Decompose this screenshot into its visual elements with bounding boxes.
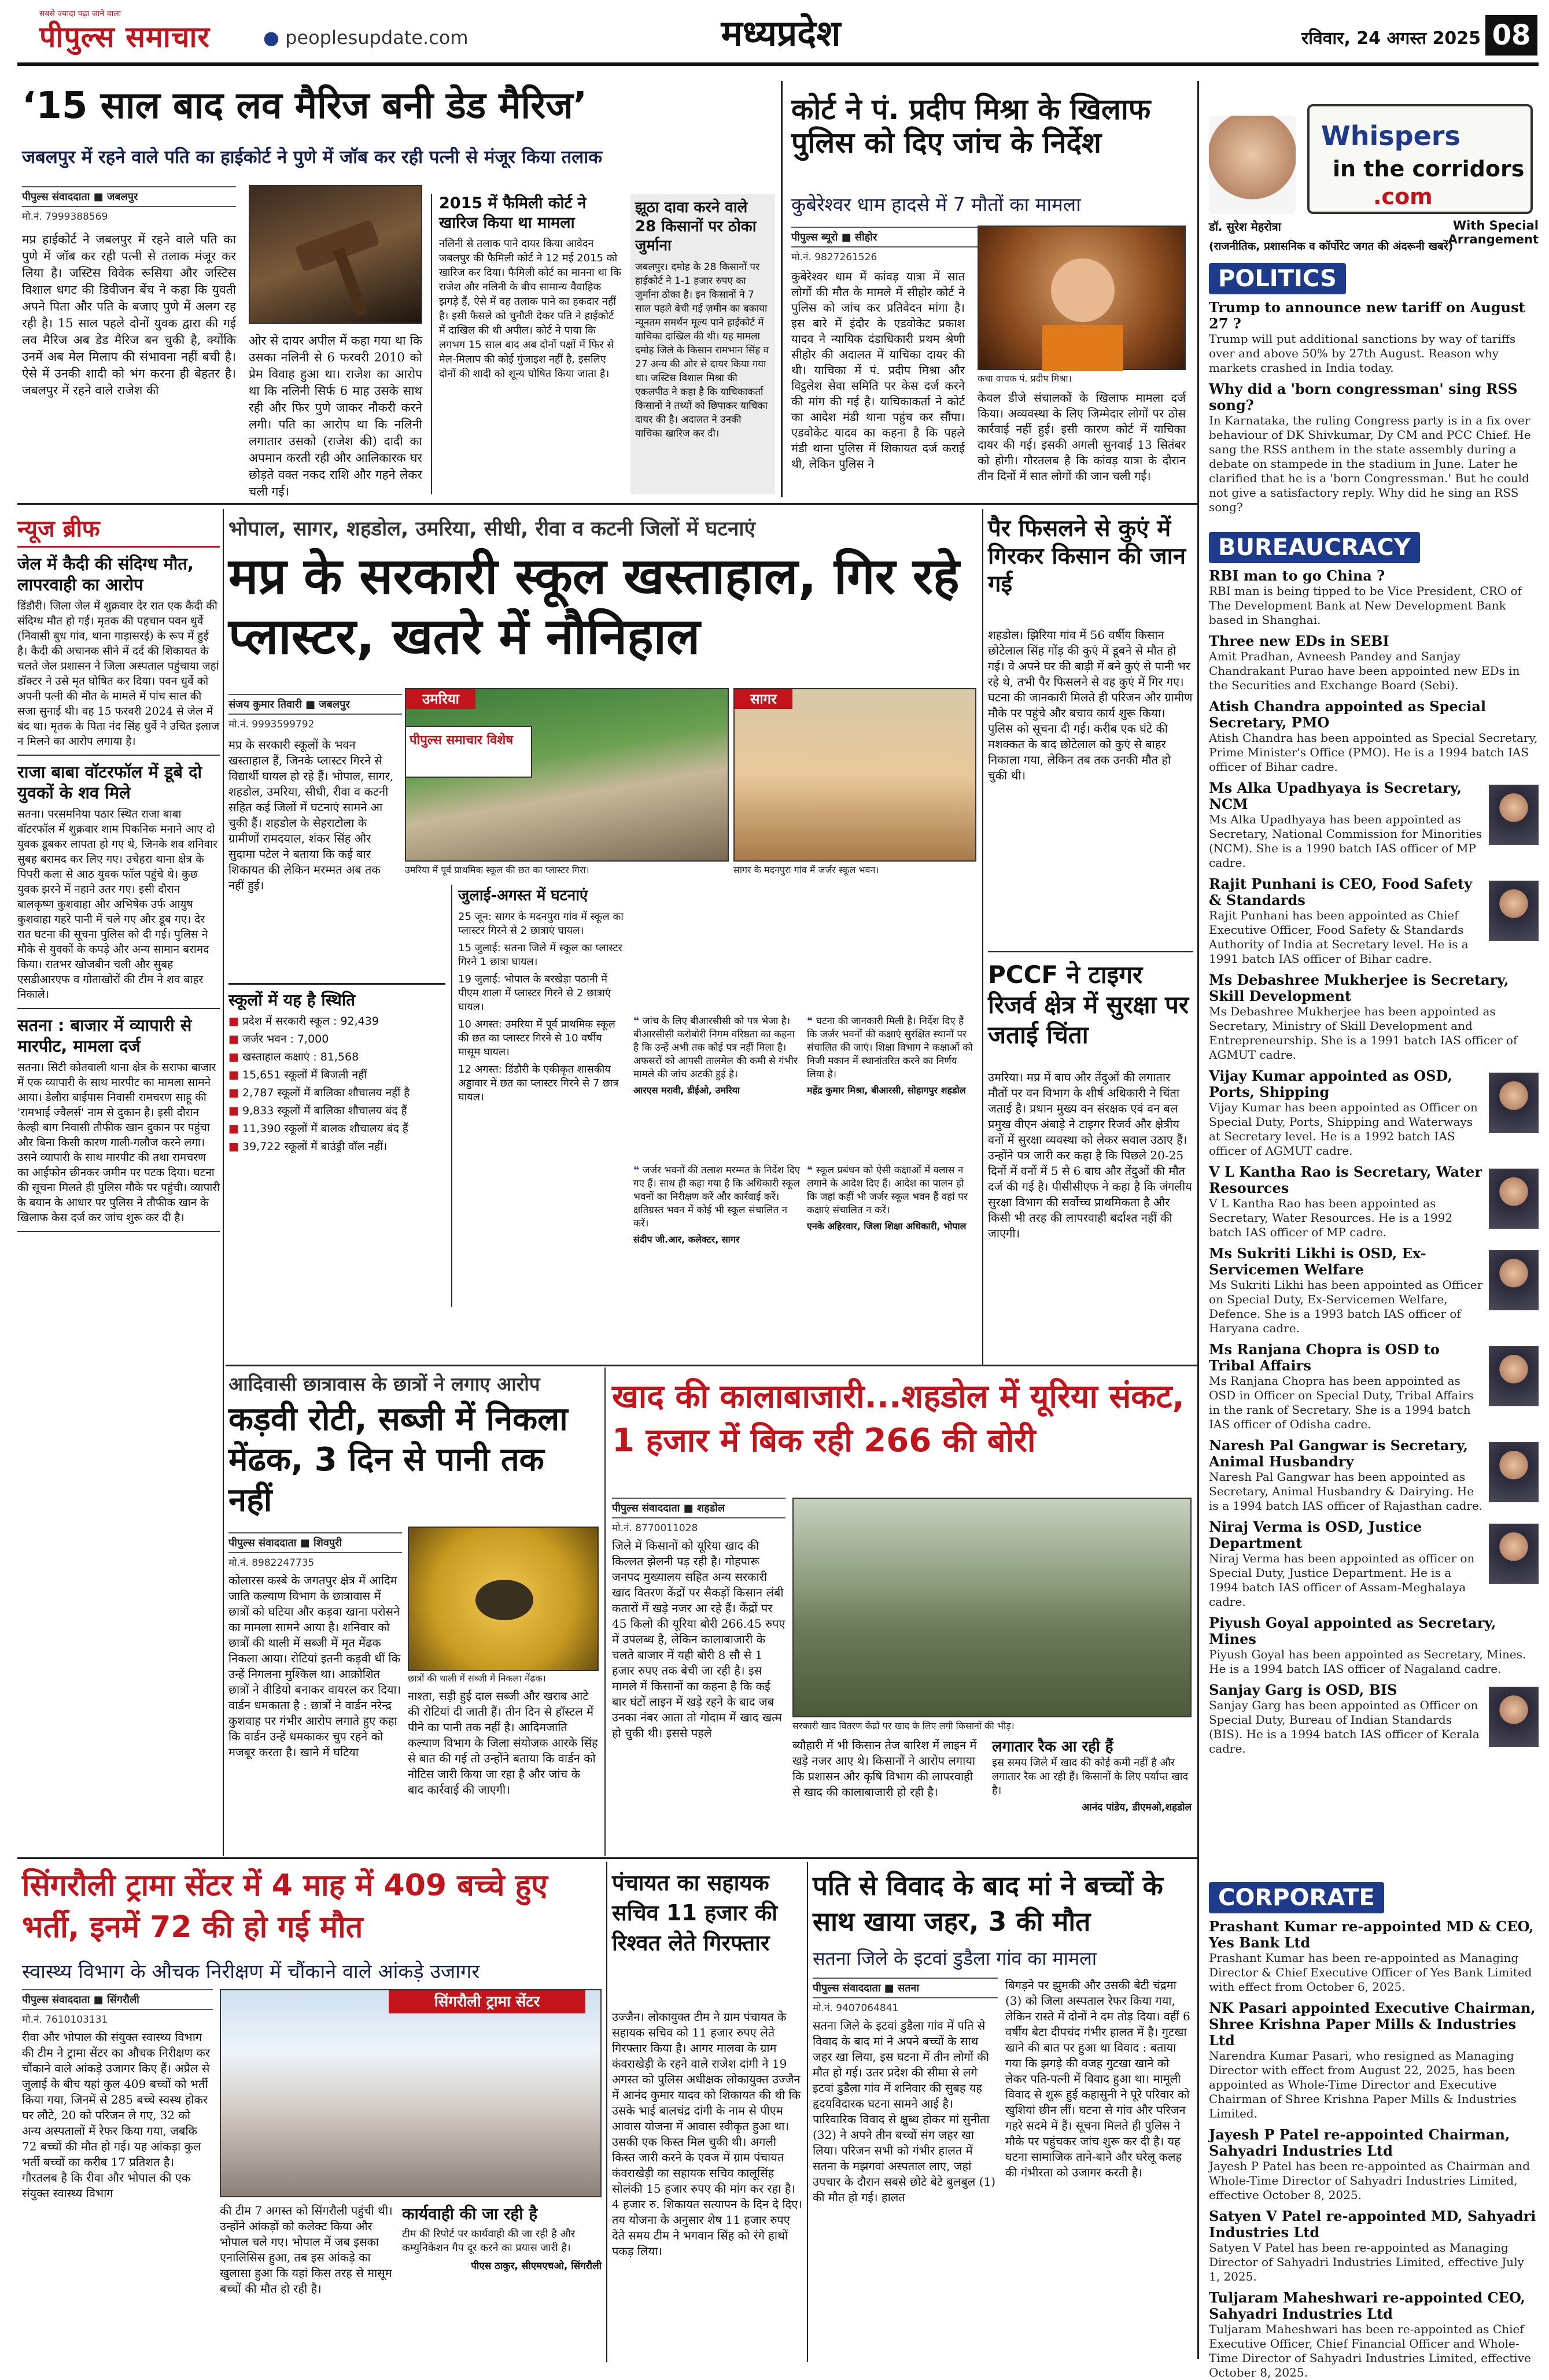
bureaucracy-item — [1209, 972, 1539, 1062]
bureaucracy-photo — [1489, 1073, 1539, 1133]
quote-text — [633, 1164, 801, 1230]
brief-title: जेल में कैदी की संदिग्ध मौत, लापरवाही का आरोप — [17, 554, 194, 594]
corporate-item — [1209, 2208, 1539, 2284]
politics-item — [1209, 300, 1539, 375]
frog-photo — [408, 1527, 599, 1671]
brief-item — [17, 756, 220, 1009]
logo-line2: in the corridors — [1333, 156, 1525, 182]
politics-label: POLITICS — [1209, 263, 1346, 294]
schools-body: मप्र के सरकारी स्कूलों के भवन खस्ताहाल हैं, जिनके प्लास्टर गिरने से विद्यार्थी घायल हो रहे हैं। भोपाल, सागर, शहडोल, उमरिया, सीधी, रीवा व कटनी सहित कई जिलों में घटनाएं सामने आ चुकी हैं। शहडोल के सेहराटोला के ग्रामीणों रामदयाल, शंकर सिंह और सुदामा पटेल ने बताया कि कई बार शिकायत की लेकिन मरम्मत अब तक नहीं हुई। — [228, 738, 394, 892]
bureaucracy-item — [1209, 1164, 1539, 1240]
bullet-icon: ■ — [228, 1051, 242, 1063]
status-text: 2,787 स्कूलों में बालिका शौचालय नहीं है — [242, 1086, 410, 1099]
hostel-body: कोलारस कस्बे के जगतपुर क्षेत्र में आदिम जाति कल्याण विभाग के छात्रावास में छात्रों को घटिया और कड़वा खाना परोसने का मामला सामने आया है। शनिवार को छात्रों की थाली में सब्जी में मृत मेंढक निकला आया। रोटियां इतनी कड़वी थीं कि उन्हें निगलना मुश्किल था। आक्रोशित छात्रों ने वीडियो बनाकर वायरल कर दिया। वार्डन धमकाता है : छात्रों ने वार्डन नरेन्द्र कुशवाह पर गंभीर आरोप लगाते हुए कहा कि वार्डन उन्हें धमकाकर चुप रहने को मजबूर करता है। खाने में घटिया — [228, 1573, 401, 1759]
schools-mobile: मो.नं. 9993599792 — [228, 719, 315, 730]
corporate-body: Tuljaram Maheshwari has been re-appointed as Chief Executive Officer, Chief Financial Officer and Whole-Time Director of Sahyadri Industries Limited, effective October 8, 2025. — [1209, 2322, 1531, 2379]
trauma-byline: पीपुल्स संवाददाता ■ सिंगरौली — [22, 1989, 213, 2010]
frog-icon — [409, 1528, 600, 1672]
hostel-kicker: आदिवासी छात्रावास के छात्रों ने लगाए आरोप — [228, 1373, 540, 1395]
bureaucracy-title: Niraj Verma is OSD, Justice Department — [1209, 1518, 1422, 1551]
quote-text — [807, 1164, 975, 1217]
globe-icon: ● — [263, 27, 279, 49]
schools-byline: संजय कुमार तिवारी ■ जबलपुर — [228, 694, 402, 715]
status-item — [228, 1032, 445, 1047]
politics-list — [1209, 294, 1539, 531]
politics-banner — [1209, 263, 1539, 292]
bullet-icon: ■ — [228, 1033, 242, 1045]
schools-kicker: भोपाल, सागर, शहडोल, उमरिया, सीधी, रीवा व कटनी जिलों में घटनाएं — [228, 518, 755, 541]
quote-body: घटना की जानकारी मिली है। निर्देश दिए हैं कि जर्जर भवनों की कक्षाएं सुरक्षित स्थानों पर संचालित की जाएं। शिक्षा विभाग ने कक्षाओं को निजी मकान में स्थानांतरित करने का निर्णय लिया है। — [807, 1015, 973, 1080]
brief-body: सतना। परसमनिया पठार स्थित राजा बाबा वॉटरफॉल में शुक्रवार शाम पिकनिक मनाने आए दो युवक डूबकर लापता हो गए थे, जिनके शव शनिवार सुबह बरामद कर लिए गए। उचेहरा थाना क्षेत्र के पिपरी कला से आठ युवक फॉल पहुंचे थे। कुछ युवक झरने में नहाने उतर गए। इसी दौरान बालकृष्ण कुशवाहा और अभिषेक उर्फ आयुष कुशवाहा गहरे पानी में चले गए और डूब गए। देर रात घटना की सूचना पुलिस को दी गई। पुलिस ने मौके से युवकों के कपड़े और अन्य सामान बरामद किया। रातभर खोजबीन चली और सुबह एसडीआरएफ व गोताखोरों की टीम ने शव बाहर निकाले। — [17, 808, 217, 1001]
divorce-body-2: ओर से दायर अपील में कहा गया था कि उसका नलिनी से 6 फरवरी 2010 को प्रेम विवाह हुआ था। राजेश का आरोप था कि नलिनी सिर्फ 6 माह उसके साथ रही और फिर पुणे जाकर नौकरी करने लगी। पति का आरोप था कि नलिनी लगातार उसको (राजेश की) दादी का अपमान करती रही और आलिकारक घर छोड़ते वक्त नकद राशि और गहने लेकर चली गई। — [249, 334, 422, 498]
hostel-byline-block — [228, 1532, 402, 1567]
urea-body-2: ब्यौहारी में भी किसान तेज बारिश में लाइन में खड़े नजर आए थे। किसानों ने आरोप लगाया कि प्रशासन और कृषि विभाग की लापरवाही से खाद की कालाबाजारी हो रही है। — [792, 1738, 977, 1799]
corporate-item — [1209, 1919, 1539, 1994]
quote-icon: ❝ — [633, 1165, 643, 1176]
timeline-item: 19 जुलाई: भोपाल के बरखेड़ा पठानी में पीएम शाला में प्लास्टर गिरने से 2 छात्राएं घायल। — [458, 973, 611, 1013]
hostel-mobile: मो.नं. 8982247735 — [228, 1557, 315, 1569]
mishra-headline: कोर्ट ने पं. प्रदीप मिश्रा के खिलाफ पुलिस को दिए जांच के निर्देश — [791, 93, 1151, 160]
urea-quote-by: आनंद पांडेय, डीएमओ,शहडोल — [1082, 1802, 1192, 1813]
hostel-body-2: नाश्ता, सड़ी हुई दाल सब्जी और खराब आटे की रोटियां दी जाती हैं। तीन दिन से हॉस्टल में पीने का पानी तक नहीं है। आदिमजाति कल्याण विभाग के जिला संयोजक आरके सिंह से बात की गई तो उन्होंने बताया कि वार्डन को नोटिस जारी किया जा रहा है और जांच के बाद कार्रवाई की जाएगी। — [408, 1689, 598, 1797]
hostel-rule — [604, 1368, 606, 1856]
quote-by: एनके अहिरवार, जिला शिक्षा अधिकारी, भोपाल — [807, 1221, 967, 1232]
bribe-rule — [807, 1862, 808, 2362]
bureaucracy-photo — [1489, 1346, 1539, 1406]
trauma-action-box — [402, 2203, 602, 2359]
farmer-body: शहडोल। झिरिया गांव में 56 वर्षीय किसान छोटेलाल सिंह गोंड़ की कुएं में डूबने से मौत हो गई। वे अपने घर की बाड़ी में बने कुएं से पानी भर रहे थे, तभी पैर फिसलने से वह कुएं में गिर गए। घटना की जानकारी मिलते ही परिजन और ग्रामीण मौके पर पहुंचे और बचाव कार्य शुरू किया। पुलिस को सूचना दी गई। करीब एक घंटे की मशक्कत के बाद छोटेलाल को कुएं से बाहर निकाला गया, लेकिन तब तक उनकी मौत हो चुकी थी। — [988, 628, 1193, 782]
sagar-label: सागर — [735, 689, 792, 709]
whispers-column — [1203, 69, 1544, 2379]
farmer-rule — [988, 951, 1193, 952]
mishra-mobile: मो.नं. 9827261526 — [791, 252, 877, 263]
whispers-rule — [1197, 81, 1199, 2359]
bureaucracy-title: RBI man to go China ? — [1209, 567, 1385, 584]
quote-text — [633, 1015, 801, 1081]
brief-title: राजा बाबा वॉटरफॉल में डूबे दो युवकों के शव मिले — [17, 762, 202, 803]
corporate-body: Prashant Kumar has been re-appointed as Managing Director & Chief Executive Officer of Yes Bank Limited with effect from October 6, 2025. — [1209, 1951, 1532, 1994]
status-item — [228, 1103, 445, 1119]
umaria-caption: उमरिया में पूर्व प्राथमिक स्कूल की छत का प्लास्टर गिरा। — [405, 864, 589, 875]
timeline-title: जुलाई-अगस्त में घटनाएं — [458, 887, 588, 904]
quote-text — [807, 1015, 975, 1081]
school-timeline — [451, 885, 625, 1307]
bureaucracy-item — [1209, 780, 1539, 870]
bureaucracy-item — [1209, 1068, 1539, 1158]
tiger-headline: PCCF ने टाइगर रिजर्व क्षेत्र में सुरक्षा पर जताई चिंता — [988, 960, 1189, 1049]
politics-body: Trump will put additional sanctions by way of tariffs over and above 50% by 27th August. Reason why markets crashed in India today. — [1209, 332, 1516, 375]
trauma-mobile: मो.नं. 7610103131 — [22, 2014, 108, 2026]
bureaucracy-title: Atish Chandra appointed as Special Secretary, PMO — [1209, 698, 1486, 731]
bureaucracy-body: V L Kantha Rao has been appointed as Secretary, Water Resources. He is a 1992 batch IAS officer of MP cadre. — [1209, 1196, 1453, 1239]
trauma-body: रीवा और भोपाल की संयुक्त स्वास्थ्य विभाग की टीम ने ट्रामा सेंटर का औचक निरीक्षण कर चौंकाने वाले आंकड़े उजागर किए हैं। अप्रैल से जुलाई के बीच यहां कुल 409 बच्चों को भर्ती किया गया, जिनमें से 285 बच्चे स्वस्थ होकर घर लौटे, 20 को परिजन ले गए, 32 को अन्य अस्पतालों में रेफर किया गया, जबकि 72 बच्चों की मौत हो गई। यह आंकड़ा कुल भर्ती बच्चों का करीब 17 प्रतिशत है। गौरतलब है कि रीवा और भोपाल की एक संयुक्त स्वास्थ्य विभाग — [22, 2030, 210, 2200]
bureaucracy-item — [1209, 1519, 1539, 1609]
bribe-body: उज्जैन। लोकायुक्त टीम ने ग्राम पंचायत के सहायक सचिव को 11 हजार रुपए लेते गिरफ्तार किया है। आगर मालवा के ग्राम कंवराखेड़ी के रहने वाले राजेश दांगी ने 19 अगस्त को पुलिस अधीक्षक लोकायुक्त उज्जैन में आनंद कुमार यादव को शिकायत की थी कि उसके भाई बालचंद्र दांगी के नाम से पीएम आवास योजना में आवास स्वीकृत हुआ था। उसकी एक किस्त मिल चुकी थी। अगली किस्त जारी करने के एवज में ग्राम पंचायत कंवराखेड़ी का सहायक सचिव कालूसिंह सोलंकी 15 हजार रुपए की मांग कर रहा है। 4 हजार रु. शिकायत सत्यापन के दिन दे दिए। तय योजना के अनुसार शेष 11 हजार रुपए देते समय टीम ने भगवान सिंह को रंगे हाथों पकड़ लिया। — [612, 2010, 802, 2258]
corporate-title: Prashant Kumar re-appointed MD & CEO, Yes Bank Ltd — [1209, 1918, 1534, 1951]
divorce-family-court-box — [431, 194, 622, 494]
schools-rule — [982, 509, 983, 1365]
paper-name: पीपुल्स समाचार — [39, 20, 210, 54]
status-item — [228, 1014, 445, 1029]
section-title: मध्यप्रदेश — [721, 12, 841, 54]
brief-body: डिंडौरी। जिला जेल में शुक्रवार देर रात एक कैदी की संदिग्ध मौत हो गई। मृतक की पहचान पवन धुर्वे (निवासी बुध गांव, थाना गाड़ासरई) के रूप में हुई है। कैदी की अचानक सीने में दर्द की शिकायत के चलते जेल प्रशासन ने जिला अस्पताल पहुंचाया जहां डॉक्टर ने उसे मृत घोषित कर दिया। पवन धुर्वे को अपनी पत्नी की मौत के मामले में पांच साल की सजा सुनाई थी। वह 15 फरवरी 2024 से जेल में बंद था। मृतक के पिता नंद सिंह धुर्वे ने उचित इलाज न मिलने का आरोप लगाया है। — [17, 600, 220, 748]
whispers-logo — [1307, 104, 1533, 214]
school-status-title: स्कूलों में यह है स्थिति — [228, 991, 356, 1010]
urea-quote-title: लगातार रैक आ रही हैं — [992, 1738, 1113, 1756]
suicide-byline: पीपुल्स संवाददाता ■ सतना — [813, 1978, 998, 1998]
trauma-box-text: टीम की रिपोर्ट पर कार्यवाही की जा रही है और कम्युनिकेशन गैप दूर करने का प्रयास जारी है। — [402, 2228, 576, 2254]
bureaucracy-title: Three new EDs in SEBI — [1209, 633, 1389, 649]
news-brief — [17, 512, 220, 1856]
quote-card — [633, 1164, 801, 1309]
urea-photo-caption: सरकारी खाद वितरण केंद्रों पर खाद के लिए लगी किसानों की भीड़। — [792, 1720, 1015, 1731]
bureaucracy-body: Ms Debashree Mukherjee has been appointed as Secretary, Ministry of Skill Development and Entrepreneurship. She is a 1991 batch IAS officer of AGMUT cadre. — [1209, 1004, 1518, 1062]
bureaucracy-photo — [1489, 1442, 1539, 1502]
corporate-body: Narendra Kumar Pasari, who resigned as Managing Director with effect from August 22, 2025, has been appointed as Whole-Time Director and Executive Chairman of Shree Krishna Paper Mills & Industries Limited. — [1209, 2049, 1517, 2120]
masthead — [0, 0, 1549, 64]
brief-item — [17, 1009, 220, 1232]
divorce-body: मप्र हाईकोर्ट ने जबलपुर में रहने वाले पति का पुणे में जॉब कर रही पत्नी से तलाक मंजूर कर लिया है। जस्टिस विवेक रूसिया और जस्टिस विशाल धगट की डिवीजन बेंच ने कहा कि युवती अपने पिता और पति के बजाए पुणे में अलग रह रही है। 15 साल पहले दोनों युवक द्वारा की गई लव मैरिज अब डेड मैरिज बन चुकी है, क्योंकि उनमें अब मेल मिलाप की संभावना नहीं बची है। ऐसे में उनकी शादी को भंग करना ही बेहतर है। जबलपुर में रहने वाले राजेश की — [22, 232, 236, 397]
quote-icon: ❝ — [807, 1015, 816, 1027]
mishra-body-2: केवल डीजे संचालकों के खिलाफ मामला दर्ज किया। अव्यवस्था के लिए जिम्मेदार लोगों पर ठोस कार्रवाई नहीं हुई। इसी कारण कोर्ट में याचिका दायर की गई। इसकी अगली सुनवाई 13 सितंबर को होगी। गौरतलब है कि कांवड़ यात्रा के दौरान तीन दिनों में सात लोगों की जान चली गई। — [978, 391, 1186, 483]
bureaucracy-body: Amit Pradhan, Avneesh Pandey and Sanjay Chandrakant Purao have been appointed new EDs in the Securities and Exchange Board (Sebi). — [1209, 649, 1520, 692]
page-number: 08 — [1485, 15, 1537, 56]
corporate-item — [1209, 2290, 1539, 2380]
fine-story — [630, 194, 775, 494]
timeline-item: 25 जून: सागर के मदनपुरा गांव में स्कूल का प्लास्टर गिरने से 2 छात्राएं घायल। — [458, 911, 624, 937]
divorce-box-body: नलिनी से तलाक पाने दायर किया आवेदन जबलपुर की फैमिली कोर्ट ने 12 मई 2015 को खारिज कर दिया। फैमिली कोर्ट का मानना था कि राजेश और नलिनी के बीच सामान्य वैवाहिक झगड़े हैं, ऐसे में वह तलाक पाने का हकदार नहीं है। इसी फैसले को चुनौती देकर पति ने हाईकोर्ट में दाखिल की थी अपील। कोर्ट ने पाया कि लगभग 15 साल बाद अब दोनों पक्षों में फिर से मेल-मिलाप की कोई गुंजाइश नहीं है, इसलिए दोनों की शादी को शून्य घोषित किया जाता है। — [439, 238, 621, 380]
corporate-title: Satyen V Patel re-appointed MD, Sahyadri Industries Ltd — [1209, 2208, 1536, 2241]
brief-rule — [223, 509, 224, 1856]
status-item — [228, 1139, 445, 1155]
bureaucracy-item — [1209, 1615, 1539, 1676]
bureaucracy-title: Ms Ranjana Chopra is OSD to Tribal Affairs — [1209, 1341, 1440, 1374]
whispers-arrangement: With Special Arrangement — [1448, 219, 1539, 246]
bureaucracy-photo — [1489, 1687, 1539, 1747]
logo-line1: Whispers — [1321, 120, 1461, 151]
bureaucracy-item — [1209, 1437, 1539, 1513]
hostel-headline: कड़वी रोटी, सब्जी में निकला मेंढक, 3 दिन से पानी तक नहीं — [228, 1400, 568, 1519]
timeline-item: 15 जुलाई: सतना जिले में स्कूल का प्लास्टर गिरने 1 छात्रा घायल। — [458, 942, 622, 968]
school-quotes — [633, 1015, 980, 1313]
school-status-list — [228, 1014, 445, 1155]
frog-caption: छात्रों की थाली में सब्जी में निकला मेंढक। — [408, 1673, 546, 1684]
whispers-author: डॉ. सुरेश मेहरोत्रा — [1209, 220, 1281, 234]
divorce-headline: ‘15 साल बाद लव मैरिज बनी डेड मैरिज’ — [22, 84, 588, 127]
special-tag — [405, 726, 532, 778]
timeline-item: 12 अगस्त: डिंडौरी के एकीकृत शासकीय अड्डावार में छत का प्लास्टर गिरने से 7 छात्र घायल। — [458, 1063, 619, 1103]
bureaucracy-body: Rajit Punhani has been appointed as Chief Executive Officer, Food Safety & Standards Authority of India at Secretary level. He is a 1991 batch IAS officer of Bihar cadre. — [1209, 908, 1469, 966]
urea-quote-box — [992, 1738, 1192, 1853]
row-rule-3 — [17, 1857, 1197, 1859]
whispers-tagline: (राजनीतिक, प्रशासनिक व कॉर्पोरेट जगत की अंदरूनी खबरें) — [1209, 240, 1454, 253]
col-rule — [781, 81, 783, 497]
status-text: प्रदेश में सरकारी स्कूल : 92,439 — [242, 1015, 379, 1028]
bureaucracy-body: Ms Ranjana Chopra has been appointed as OSD in Officer on Special Duty, Tribal Affairs in the rank of Secretary. She is a 1994 batch IAS officer of Odisha cadre. — [1209, 1374, 1474, 1431]
bureaucracy-banner — [1209, 532, 1539, 561]
news-brief-list — [17, 548, 220, 1232]
corporate-list — [1209, 1913, 1539, 2379]
divorce-byline-block — [22, 186, 236, 221]
farmer-headline: पैर फिसलने से कुएं में गिरकर किसान की जान गई — [988, 515, 1186, 597]
bureaucracy-item — [1209, 1246, 1539, 1336]
bullet-icon: ■ — [228, 1069, 242, 1081]
hostel-byline: पीपुल्स संवाददाता ■ शिवपुरी — [228, 1532, 402, 1553]
divorce-mobile: मो.नं. 7999388569 — [22, 211, 108, 223]
quote-body: जांच के लिए बीआरसीसी को पत्र भेजा है। बीआरसीसी करोबोरी निगम वरिष्ठता का कहना है कि उन्हें अभी तक कोई पत्र नहीं मिला है। अफसरों को आपसी तालमेल की कमी से गंभीर मामले की जांच अटकी हुई है। — [633, 1015, 798, 1080]
schools-byline-block — [228, 694, 402, 729]
bureaucracy-item — [1209, 1341, 1539, 1432]
bureaucracy-photo — [1489, 1250, 1539, 1310]
urea-body: जिले में किसानों को यूरिया खाद की किल्लत झेलनी पड़ रही है। गोहपारू जनपद मुख्यालय सहित अन्य सरकारी खाद वितरण केंद्रों पर सैकड़ों किसान लंबी कतारों में खड़े नजर आ रहे हैं। केंद्रों पर 45 किलो की यूरिया बोरी 266.45 रुपए में उपलब्ध है, लेकिन कालाबाजारी के चलते बाजार में यही बोरी 8 सौ से 1 हजार रुपए तक बेची जा रही है। इस मामले में किसानों का कहना है कि कई बार घंटों लाइन में खड़े रहने के बाद जब उनका नंबर आता तो गोदाम में खाद खत्म हो चुकी थी। इससे पहले — [612, 1539, 785, 1740]
suicide-body: सतना जिले के इटवां डुडैला गांव में पति से विवाद के बाद मां ने अपने बच्चों के साथ जहर खा लिया, इस घटना में तीन लोगों की मौत हो गई। उतर प्रदेश की सीमा से लगे इटवां डुडैला गांव में शनिवार की सुबह यह हृदयविदारक घटना सामने आई है। पारिवारिक विवाद से क्षुब्ध होकर मां सुनीता (32) ने अपने तीन बच्चों संग जहर खा लिया। परिजन सभी को गंभीर हालत में सतना के मझगवां अस्पताल लाए, जहां उपचार के दौरान सबसे छोटे बेटे बुलबुल (1) की मौत हो गई। हालत — [813, 2019, 996, 2204]
bureaucracy-photo — [1489, 1169, 1539, 1229]
bureaucracy-photo — [1489, 1524, 1539, 1584]
schools-headline: मप्र के सरकारी स्कूल खस्ताहाल, गिर रहे प्लास्टर, खतरे में नौनिहाल — [228, 548, 960, 666]
corporate-body: Jayesh P Patel has been re-appointed as Chairman and Whole-Time Director of Sahyadri Industries Limited, effective October 8, 2025. — [1209, 2159, 1530, 2202]
bureaucracy-list — [1209, 562, 1539, 1880]
bureaucracy-body: Sanjay Garg has been appointed as Officer on Special Duty, Bureau of Indian Standards (BIS). He is a 1994 batch IAS officer of Kerala cadre. — [1209, 1698, 1480, 1756]
brief-item — [17, 548, 220, 756]
status-item — [228, 1067, 445, 1083]
mishra-subhead: कुबेरेश्वर धाम हादसे में 7 मौतों का मामला — [791, 193, 1081, 216]
bribe-headline: पंचायत का सहायक सचिव 11 हजार की रिश्वत लेते गिरफ्तार — [612, 1870, 778, 1956]
masthead-rule — [17, 62, 1539, 66]
sagar-caption: सागर के मदनपुरा गांव में जर्जर स्कूल भवन। — [733, 864, 879, 875]
quote-by: संदीप जी.आर, कलेक्टर, सागर — [633, 1234, 740, 1245]
status-item — [228, 1049, 445, 1065]
suicide-subhead: सतना जिले के इटवां डुडैला गांव का मामला — [813, 1947, 1097, 1969]
corporate-title: Jayesh P Patel re-appointed Chairman, Sahyadri Industries Ltd — [1209, 2126, 1510, 2159]
umaria-label: उमरिया — [406, 689, 475, 709]
status-item — [228, 1085, 445, 1101]
logo-line3: .com — [1373, 184, 1433, 209]
quote-by: महेंद्र कुमार मिश्रा, बीआरसी, सोहागपुर शहडोल — [807, 1085, 966, 1096]
timeline-item: 10 अगस्त: उमरिया में पूर्व प्राथमिक स्कूल की छत का प्लास्टर गिरने से 10 वर्षीय मासूम घायल। — [458, 1018, 615, 1058]
bureaucracy-label: BUREAUCRACY — [1209, 532, 1420, 563]
corporate-body: Satyen V Patel has been re-appointed as Managing Director of Sahyadri Industries Limited, effective July 1, 2025. — [1209, 2241, 1524, 2283]
quote-by: आरएस मरावी, डीईओ, उमरिया — [633, 1085, 740, 1096]
mishra-byline: पीपुल्स ब्यूरो ■ सीहोर — [791, 227, 1000, 247]
politics-item — [1209, 381, 1539, 515]
divorce-byline: पीपुल्स संवाददाता ■ जबलपुर — [22, 186, 236, 207]
author-photo — [1209, 116, 1296, 214]
trauma-rule — [606, 1862, 607, 2362]
trauma-subhead: स्वास्थ्य विभाग के औचक निरीक्षण में चौंकाने वाले आंकड़े उजागर — [22, 1960, 480, 1983]
mishra-byline-block — [791, 227, 1000, 261]
urea-crowd-photo — [792, 1498, 1192, 1717]
bureaucracy-title: Naresh Pal Gangwar is Secretary, Animal Husbandry — [1209, 1437, 1469, 1470]
politics-title: Trump to announce new tariff on August 27 ? — [1209, 299, 1525, 332]
trauma-byline-block — [22, 1989, 213, 2024]
trauma-body-2: की टीम 7 अगस्त को सिंगरौली पहुंची थी। उन्होंने आंकड़ों को कलेक्ट किया और भोपाल चले गए। भोपाल में जब इसका एनालिसिस हुआ, तब इस आंकड़े का खुलासा हुआ कि यहां किस तरह से मासूम बच्चों की मौत हो रही है। — [220, 2204, 393, 2296]
issue-date: रविवार, 24 अगस्त 2025 — [1301, 28, 1481, 49]
suicide-body-2: बिगड़ने पर झुमकी और उसकी बेटी चंद्रमा (3) को जिला अस्पताल रेफर किया गया, लेकिन रास्ते में दोनों ने दम तोड़ दिया। वहीं 6 वर्षीय बेटा दीपचंद गंभीर हालत में है। गुटखा खाने की बात पर हुआ था विवाद : बताया गया कि झगड़े की वजह गुटखा खाने को लेकर पति-पत्नी में विवाद हुआ था। मामूली विवाद से शुरू हुई कहासुनी ने पूरे परिवार को खुशियां छीन लीं। घटना से गांव और परिजन गहरे सदमे में हैं। सूचना मिलते ही पुलिस ने मौके पर पहुंचकर जांच शुरू कर दी है। यह घटना सामाजिक ताने-बाने और घरेलू कलह की गंभीरता को उजागर करती है। — [1005, 1978, 1190, 2179]
news-brief-label: न्यूज ब्रीफ — [17, 512, 220, 548]
divorce-subhead: जबलपुर में रहने वाले पति का हाईकोर्ट ने पुणे में जॉब कर रही पत्नी से मंजूर किया तलाक — [22, 147, 603, 168]
bullet-icon: ■ — [228, 1122, 242, 1135]
urea-quote: इस समय जिले में खाद की कोई कमी नहीं है और लगातार रैक आ रही हैं। किसानों के लिए पर्याप्त खाद है। — [992, 1757, 1189, 1797]
status-item — [228, 1121, 445, 1137]
status-text: 9,833 स्कूलों में बालिका शौचालय बंद हैं — [242, 1104, 407, 1117]
urea-mobile: मो.नं. 8770011028 — [612, 1522, 698, 1534]
quote-card — [633, 1015, 801, 1159]
bureaucracy-photo — [1489, 785, 1539, 845]
quote-icon: ❝ — [807, 1165, 816, 1176]
divorce-box-title: 2015 में फैमिली कोर्ट ने खारिज किया था मामला — [439, 194, 587, 232]
suicide-byline-block — [813, 1978, 998, 2012]
bureaucracy-photo — [1489, 881, 1539, 941]
corporate-label: CORPORATE — [1209, 1882, 1384, 1913]
status-text: 39,722 स्कूलों में बाउंड्री वॉल नहीं। — [242, 1140, 388, 1153]
website-text: peoplesupdate.com — [285, 27, 469, 49]
bureaucracy-body: Ms Sukriti Likhi has been appointed as Officer on Special Duty, Ex-Servicemen Welfare, Defence. She is a 1993 batch IAS officer of Haryana cadre. — [1209, 1278, 1483, 1335]
bullet-icon: ■ — [228, 1086, 242, 1099]
bureaucracy-title: Sanjay Garg is OSD, BIS — [1209, 1681, 1397, 1698]
bullet-icon: ■ — [228, 1104, 242, 1117]
status-text: 15,651 स्कूलों में बिजली नहीं — [242, 1069, 367, 1081]
corporate-banner — [1209, 1882, 1539, 1911]
politics-body: In Karnataka, the ruling Congress party is in a fix over behaviour of DK Shivkumar, Dy CM and PCC Chief. He sang the RSS anthem in the state assembly during a debate on stampede in the stadium in June. Later he clarified that he is a 'born Congressman.' But he could not give a satisfactory reply. Why did he sing an RSS song? — [1209, 413, 1531, 514]
fine-body: जबलपुर। दमोह के 28 किसानों पर हाईकोर्ट ने 1-1 हजार रुपए का जुर्माना ठोका है। इन किसानों ने 7 साल पहले बेची गई ज़मीन का बकाया न्यूनतम समर्थन मूल्य पाने हाईकोर्ट में याचिका दाखिल की थी। यह मामला दमोह जिले के किसान रामभान सिंह व 27 अन्य की ओर से दायर किया गया था। जस्टिस विशाल मिश्रा की एकलपीठ ने कहा है कि याचिकाकर्ता किसानों ने तथ्यों को छिपाकर याचिका दायर की है। अदालत ने उनकी याचिका खारिज कर दी। — [635, 261, 769, 439]
bureaucracy-body: Niraj Verma has been appointed as officer on Special Duty, Justice Department. He is a 1994 batch IAS officer of Assam-Meghalaya cadre. — [1209, 1551, 1475, 1609]
gavel-icon — [250, 186, 423, 325]
status-text: 11,390 स्कूलों में बालक शौचालय बंद हैं — [242, 1122, 408, 1135]
bureaucracy-title: Rajit Punhani is CEO, Food Safety & Standards — [1209, 875, 1473, 908]
bureaucracy-title: V L Kantha Rao is Secretary, Water Resources — [1209, 1163, 1482, 1196]
bureaucracy-body: Naresh Pal Gangwar has been appointed as Secretary, Animal Husbandry & Dairying. He is a 1994 batch IAS officer of Rajasthan cadre. — [1209, 1470, 1483, 1513]
bureaucracy-item — [1209, 568, 1539, 627]
row-rule-2 — [226, 1365, 1197, 1366]
trauma-sign: सिंगरौली ट्रामा सेंटर — [389, 1990, 585, 2013]
bureaucracy-item — [1209, 1682, 1539, 1756]
bureaucracy-body: Ms Alka Upadhyaya has been appointed as Secretary, National Commission for Minorities (NCM). She is a 1990 batch IAS officer of MP cadre. — [1209, 812, 1482, 870]
trauma-center-photo — [220, 1989, 602, 2197]
mishra-body: कुबेरेश्वर धाम में कांवड़ यात्रा में सात लोगों की मौत के मामले में सीहोर कोर्ट ने पुलिस को जांच कर प्रतिवेदन मांगा है। इस बारे में इंदौर के एडवोकेट प्रकाश यादव ने न्यायिक दंडाधिकारी प्रथम श्रेणी सीहोर की अदालत में याचिका दायर की थी। याचिका में पं. प्रदीप मिश्रा और विट्ठलेश सेवा समिति पर केस दर्ज करने की मांग की गई है। याचिकाकर्ता ने कोर्ट का आदेश मंडी थाना पहुंच कर सौंपा। एडवोकेट यादव का कहना है कि पहले मंडी थाना पुलिस में शिकायत दर्ज कराई थी, लेकिन पुलिस ने — [791, 269, 965, 471]
bureaucracy-item — [1209, 699, 1539, 774]
quote-card — [807, 1015, 975, 1159]
status-text: खस्ताहाल कक्षाएं : 81,568 — [242, 1051, 359, 1063]
suicide-mobile: मो.नं. 9407064841 — [813, 2002, 899, 2014]
politics-title: Why did a 'born congressman' sing RSS song? — [1209, 380, 1518, 413]
trauma-box-by: पीएस ठाकुर, सीएमएचओ, सिंगरौली — [471, 2260, 602, 2272]
bureaucracy-title: Ms Debashree Mukherjee is Secretary, Skill Development — [1209, 971, 1509, 1004]
corporate-title: NK Pasari appointed Executive Chairman, Shree Krishna Paper Mills & Industries Ltd — [1209, 2000, 1536, 2049]
brief-body: सतना। सिटी कोतवाली थाना क्षेत्र के सराफा बाजार में एक व्यापारी के साथ मारपीट का मामला सामने आया। डेलौरा बाईपास निवासी रामचरण साहू की 'रामभाई ज्वैलर्स' नाम से दुकान है। इसी दौरान केल्ही बाग निवासी तौफीक खान दुकान पर पहुंचा और बिना किसी कारण गाली-गलौज करने लगा। उसने व्यापारी के साथ मारपीट की तथा रामचरण का आईफोन छीनकर जमीन पर पटक दिया। घटना की सूचना मिलते ही पुलिस मौके पर पहुंची। व्यापारी के बयान के आधार पर पुलिस ने तौफीक खान के खिलाफ केस दर्ज कर जांच शुरू कर दी है। — [17, 1061, 220, 1224]
bureaucracy-body: Piyush Goyal has been appointed as Secretary, Mines. He is a 1994 batch IAS officer of Nagaland cadre. — [1209, 1647, 1526, 1676]
tiger-body: उमरिया। मप्र में बाघ और तेंदुओं की लगातार मौतों पर वन विभाग के शीर्ष अधिकारी ने चिंता जताई है। प्रधान मुख्य वन संरक्षक एवं वन बल प्रमुख वीएन अंबाड़े ने टाइगर रिजर्व और क्षेत्रीय वनों में सुरक्षा व्यवस्था को लेकर सवाल उठाए हैं। उन्होंने पत्र जारी कर कहा है कि पिछले 20-25 दिनों में वनों में 5 से 6 बाघ और तेंदुओं की मौत दर्ज की गई है। पीसीसीएफ ने कहा है कि जंगलीय सुरक्षा विभाग की सर्वोच्च प्राथमिकता है और किसी भी तरह की लापरवाही बर्दाश्त नहीं की जाएगी। — [988, 1070, 1192, 1240]
bureaucracy-item — [1209, 876, 1539, 966]
bureaucracy-title: Ms Alka Upadhyaya is Secretary, NCM — [1209, 779, 1462, 812]
bureaucracy-body: RBI man is being tipped to be Vice President, CRO of The Development Bank at New Development Bank based in Shanghai. — [1209, 584, 1522, 627]
bureaucracy-title: Ms Sukriti Likhi is OSD, Ex-Servicemen Welfare — [1209, 1245, 1426, 1278]
mishra-photo — [978, 226, 1186, 370]
fine-headline: झूठा दावा करने वाले 28 किसानों पर ठोका जुर्माना — [635, 199, 757, 254]
school-status-box — [228, 983, 445, 1307]
website-link[interactable] — [263, 27, 471, 50]
bullet-icon: ■ — [228, 1140, 242, 1153]
bureaucracy-item — [1209, 633, 1539, 693]
bureaucracy-body: Vijay Kumar has been appointed as Officer on Special Duty, Ports, Shipping and Waterways at Secretary level. He is a 1992 batch IAS officer of AGMUT cadre. — [1209, 1100, 1478, 1158]
masthead-tagline: सबसे ज्यादा पढ़ा जाने वाला — [39, 9, 121, 19]
special-tag-text: पीपुल्स समाचार विशेष — [410, 733, 514, 748]
suicide-headline: पति से विवाद के बाद मां ने बच्चों के साथ खाया जहर, 3 की मौत — [813, 1870, 1163, 1937]
trauma-box-title: कार्यवाही की जा रही है — [402, 2204, 538, 2223]
mishra-photo-caption: कथा वाचक पं. प्रदीप मिश्रा। — [978, 373, 1072, 384]
bureaucracy-title: Vijay Kumar appointed as OSD, Ports, Shipping — [1209, 1067, 1452, 1100]
bullet-icon: ■ — [228, 1015, 242, 1028]
bureaucracy-body: Atish Chandra has been appointed as Special Secretary, Prime Minister's Office (PMO). He is a 1994 batch IAS officer of Bihar cadre. — [1209, 731, 1538, 774]
corporate-item — [1209, 2127, 1539, 2202]
urea-byline: पीपुल्स संवाददाता ■ शहडोल — [612, 1498, 785, 1518]
preacher-icon — [979, 227, 1187, 371]
bureaucracy-title: Piyush Goyal appointed as Secretary, Mines — [1209, 1614, 1496, 1647]
quote-body: जर्जर भवनों की तलाश मरम्मत के निर्देश दिए गए हैं। साथ ही कहा गया है कि अधिकारी स्कूल भवनों का निरीक्षण करें और कार्रवाई करें। क्षतिग्रस्त भवन में कोई भी स्कूल संचालित न करें। — [633, 1165, 801, 1229]
corporate-item — [1209, 2000, 1539, 2121]
quote-icon: ❝ — [633, 1015, 643, 1027]
brief-title: सतना : बाजार में व्यापारी से मारपीट, मामला दर्ज — [17, 1015, 192, 1056]
urea-byline-block — [612, 1498, 785, 1532]
corporate-title: Tuljaram Maheshwari re-appointed CEO, Sahyadri Industries Ltd — [1209, 2289, 1525, 2322]
quote-card — [807, 1164, 975, 1309]
sagar-photo — [733, 688, 976, 862]
status-text: जर्जर भवन : 7,000 — [242, 1033, 329, 1045]
urea-headline: खाद की कालाबाजारी...शहडोल में यूरिया संकट, 1 हजार में बिक रही 266 की बोरी — [612, 1378, 1185, 1459]
trauma-headline: सिंगरौली ट्रामा सेंटर में 4 माह में 409 बच्चे हुए भर्ती, इनमें 72 की हो गई मौत — [22, 1868, 548, 1945]
quote-body: स्कूल प्रबंधन को ऐसी कक्षाओं में क्लास न लगाने के आदेश दिए हैं। आदेश का पालन हो कि जहां कहीं भी जर्जर स्कूल भवन हैं वहां पर कक्षाएं संचालित न करें। — [807, 1165, 968, 1216]
gavel-photo — [249, 185, 422, 324]
timeline-list — [458, 910, 625, 1104]
row-rule-1 — [17, 503, 1197, 505]
